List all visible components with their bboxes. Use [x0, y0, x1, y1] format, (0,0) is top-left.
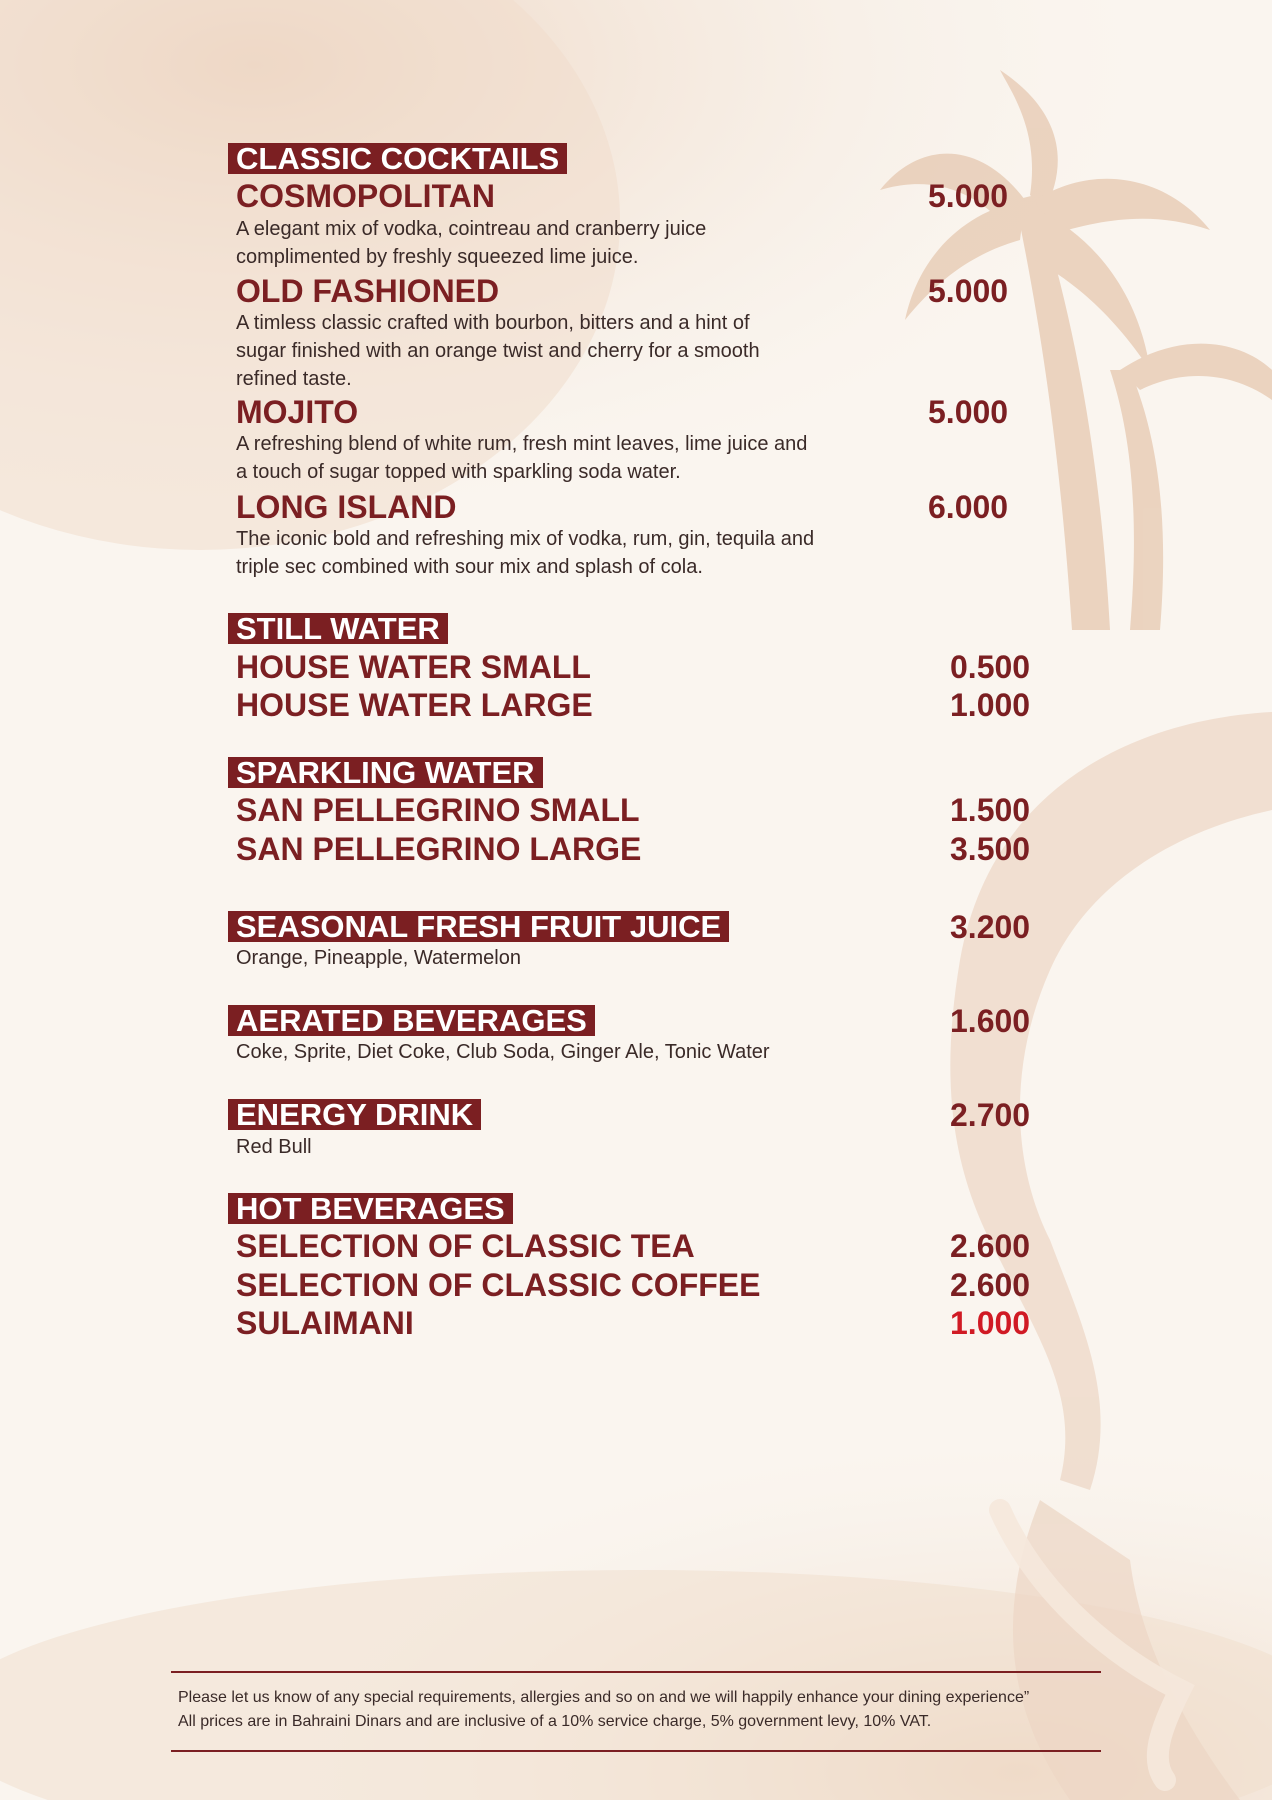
item-price-energy-drink: 2.700 [950, 1097, 1031, 1133]
section-title-sparkling-water: SPARKLING WATER [228, 757, 543, 788]
item-description-cosmopolitan [236, 215, 876, 271]
item-price-san-pellegrino-small: 1.500 [950, 792, 1031, 828]
item-price-long-island: 6.000 [928, 489, 1009, 525]
item-price-cosmopolitan: 5.000 [928, 178, 1009, 214]
footer-divider-top [171, 1671, 1101, 1673]
item-price-classic-coffee: 2.600 [950, 1267, 1031, 1303]
item-name-san-pellegrino-small: SAN PELLEGRINO SMALL [236, 792, 640, 828]
item-price-house-water-small: 0.500 [950, 649, 1031, 685]
section-title-classic-cocktails: CLASSIC COCKTAILS [228, 143, 567, 174]
item-name-classic-tea: SELECTION OF CLASSIC TEA [236, 1228, 695, 1264]
item-name-old-fashioned: OLD FASHIONED [236, 273, 500, 309]
item-description-mojito [236, 430, 876, 486]
description-line: complimented by freshly squeezed lime juice. [236, 246, 639, 268]
item-name-mojito: MOJITO [236, 394, 359, 430]
item-description-seasonal-fresh-fruit-juice: Orange, Pineapple, Watermelon [236, 947, 521, 969]
palm-tree-icon [810, 70, 1272, 630]
item-name-sulaimani: SULAIMANI [236, 1305, 414, 1341]
item-description-energy-drink: Red Bull [236, 1136, 312, 1158]
item-price-aerated-beverages: 1.600 [950, 1003, 1031, 1039]
item-price-classic-tea: 2.600 [950, 1228, 1031, 1264]
description-line: The iconic bold and refreshing mix of vodka, rum, gin, tequila and [236, 528, 815, 550]
section-title-hot-beverages: HOT BEVERAGES [228, 1193, 513, 1224]
footer-notice-prices: All prices are in Bahraini Dinars and are inclusive of a 10% service charge, 5% government levy, 10% VAT. [178, 1713, 932, 1730]
item-description-aerated-beverages: Coke, Sprite, Diet Coke, Club Soda, Ginger Ale, Tonic Water [236, 1041, 770, 1063]
footer-notice-requirements: Please let us know of any special requirements, allergies and so on and we will happily enhance your dining experience” [178, 1689, 1030, 1706]
description-line: a touch of sugar topped with sparkling soda water. [236, 461, 681, 483]
item-name-san-pellegrino-large: SAN PELLEGRINO LARGE [236, 831, 642, 867]
item-name-house-water-large: HOUSE WATER LARGE [236, 687, 593, 723]
description-line: triple sec combined with sour mix and splash of cola. [236, 556, 703, 578]
description-line: sugar finished with an orange twist and cherry for a smooth [236, 340, 760, 362]
item-price-house-water-large: 1.000 [950, 687, 1031, 723]
description-line: A refreshing blend of white rum, fresh mint leaves, lime juice and [236, 433, 808, 455]
item-name-long-island: LONG ISLAND [236, 489, 457, 525]
item-price-san-pellegrino-large: 3.500 [950, 831, 1031, 867]
footer-divider-bottom [171, 1750, 1101, 1752]
section-title-still-water: STILL WATER [228, 613, 448, 644]
item-name-classic-coffee: SELECTION OF CLASSIC COFFEE [236, 1267, 761, 1303]
flamingo-icon [880, 700, 1272, 1800]
section-title-aerated-beverages: AERATED BEVERAGES [228, 1005, 595, 1036]
item-name-house-water-small: HOUSE WATER SMALL [236, 649, 591, 685]
item-price-seasonal-fresh-fruit-juice: 3.200 [950, 909, 1031, 945]
item-price-sulaimani: 1.000 [950, 1305, 1031, 1341]
section-title-energy-drink: ENERGY DRINK [228, 1099, 481, 1130]
item-description-old-fashioned [236, 309, 876, 393]
description-line: A elegant mix of vodka, cointreau and cranberry juice [236, 218, 707, 240]
description-line: refined taste. [236, 368, 352, 390]
item-price-old-fashioned: 5.000 [928, 273, 1009, 309]
item-name-cosmopolitan: COSMOPOLITAN [236, 178, 495, 214]
item-description-long-island [236, 525, 876, 581]
item-price-mojito: 5.000 [928, 394, 1009, 430]
section-title-seasonal-fresh-fruit-juice: SEASONAL FRESH FRUIT JUICE [228, 911, 729, 942]
description-line: A timless classic crafted with bourbon, bitters and a hint of [236, 312, 750, 334]
